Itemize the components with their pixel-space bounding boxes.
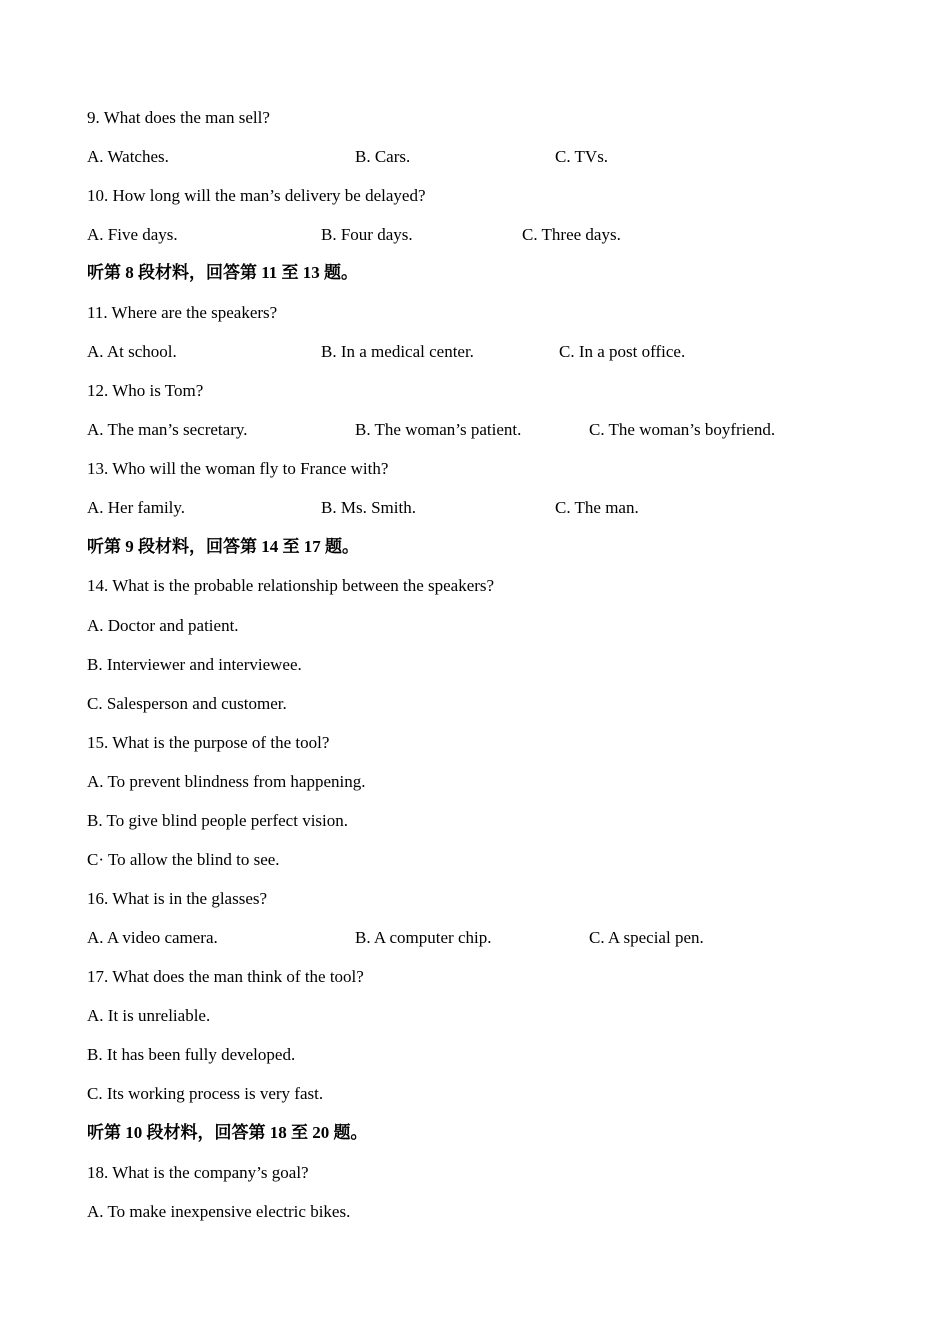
option-a: A. To make inexpensive electric bikes. bbox=[87, 1202, 351, 1221]
question-9-options bbox=[87, 145, 847, 169]
question-16: 16. What is in the glasses? bbox=[87, 889, 268, 908]
question-9: 9. What does the man sell? bbox=[87, 108, 270, 127]
option-b: B. Ms. Smith. bbox=[321, 498, 416, 517]
option-c: C. Salesperson and customer. bbox=[87, 694, 287, 713]
option-c: C· To allow the blind to see. bbox=[87, 850, 280, 869]
option-a: A. Five days. bbox=[87, 225, 178, 244]
option-c: C. The man. bbox=[555, 498, 639, 517]
option-a: A. The man’s secretary. bbox=[87, 420, 248, 439]
option-c: C. The woman’s boyfriend. bbox=[589, 420, 776, 439]
option-a: A. At school. bbox=[87, 342, 177, 361]
option-b: B. Cars. bbox=[355, 147, 411, 166]
question-16-options bbox=[87, 926, 847, 950]
option-a: A. To prevent blindness from happening. bbox=[87, 772, 366, 791]
section-heading-10: 听第 10 段材料，回答第 18 至 20 题。 bbox=[87, 1123, 368, 1142]
question-18: 18. What is the company’s goal? bbox=[87, 1163, 309, 1182]
question-14: 14. What is the probable relationship between the speakers? bbox=[87, 576, 495, 595]
question-15: 15. What is the purpose of the tool? bbox=[87, 733, 330, 752]
option-a: A. Doctor and patient. bbox=[87, 616, 239, 635]
option-c: C. TVs. bbox=[555, 147, 609, 166]
option-a: A. Watches. bbox=[87, 147, 169, 166]
question-12-options bbox=[87, 418, 847, 442]
option-b: B. Interviewer and interviewee. bbox=[87, 655, 302, 674]
question-13: 13. Who will the woman fly to France with? bbox=[87, 459, 389, 478]
question-10-options bbox=[87, 223, 847, 247]
option-b: B. The woman’s patient. bbox=[355, 420, 522, 439]
section-heading-9: 听第 9 段材料，回答第 14 至 17 题。 bbox=[87, 537, 359, 556]
question-12: 12. Who is Tom? bbox=[87, 381, 204, 400]
question-10: 10. How long will the man’s delivery be delayed? bbox=[87, 186, 426, 205]
option-c: C. Its working process is very fast. bbox=[87, 1084, 324, 1103]
question-11: 11. Where are the speakers? bbox=[87, 303, 278, 322]
option-b: B. In a medical center. bbox=[321, 342, 474, 361]
option-c: C. Three days. bbox=[522, 225, 621, 244]
section-heading-8: 听第 8 段材料，回答第 11 至 13 题。 bbox=[87, 263, 359, 282]
option-a: A. A video camera. bbox=[87, 928, 218, 947]
option-b: B. It has been fully developed. bbox=[87, 1045, 296, 1064]
option-c: C. A special pen. bbox=[589, 928, 704, 947]
question-13-options bbox=[87, 496, 847, 520]
option-b: B. Four days. bbox=[321, 225, 413, 244]
option-c: C. In a post office. bbox=[559, 342, 686, 361]
question-11-options bbox=[87, 340, 847, 364]
option-b: B. A computer chip. bbox=[355, 928, 492, 947]
option-b: B. To give blind people perfect vision. bbox=[87, 811, 349, 830]
question-17: 17. What does the man think of the tool? bbox=[87, 967, 364, 986]
option-a: A. It is unreliable. bbox=[87, 1006, 211, 1025]
option-a: A. Her family. bbox=[87, 498, 186, 517]
